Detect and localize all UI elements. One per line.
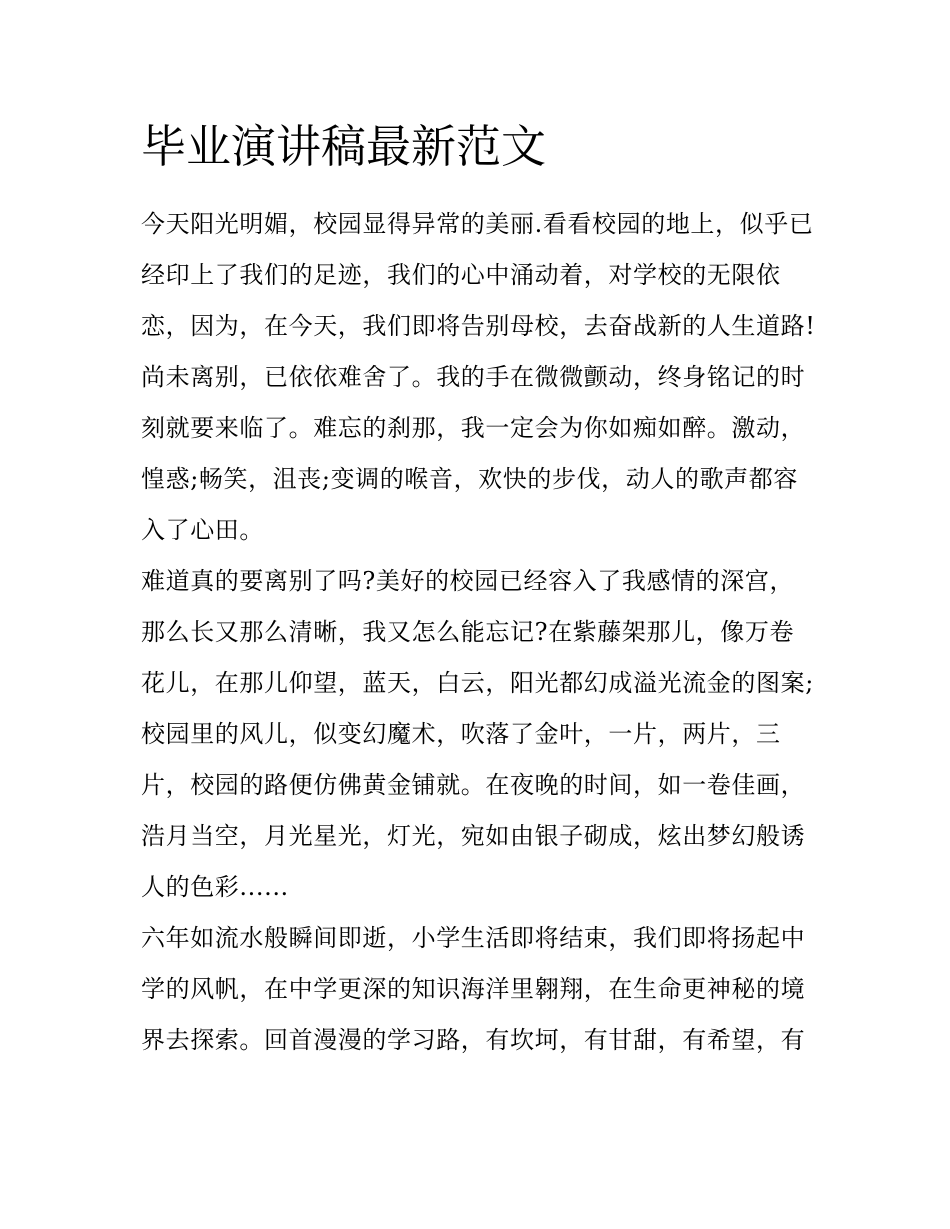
document-title: 毕业演讲稿最新范文 (141, 120, 547, 173)
paragraph-2: 尚未离别，已依依难舍了。我的手在微微颤动，终身铭记的时刻就要来临了。难忘的刹那，我一定会为你如痴如醉。激动，惶惑;畅笑，沮丧;变调的喉音，欢快的步伐，动人的歌声都容入了心田。 (141, 363, 806, 544)
paragraph-1: 今天阳光明媚，校园显得异常的美丽.看看校园的地上，似乎已经印上了我们的足迹，我们的心中涌动着，对学校的无限依恋，因为，在今天，我们即将告别母校，去奋战新的人生道路! (141, 210, 816, 340)
document-page (141, 112, 816, 1066)
paragraph-4: 六年如流水般瞬间即逝，小学生活即将结束，我们即将扬起中学的风帆，在中学更深的知识海洋里翱翔，在生命更神秘的境界去探索。回首漫漫的学习路，有坎坷，有甘甜，有希望，有 (141, 924, 806, 1054)
paragraph-3: 难道真的要离别了吗?美好的校园已经容入了我感情的深宫，那么长又那么清晰，我又怎么能忘记?在紫藤架那儿，像万卷花儿，在那儿仰望，蓝天，白云，阳光都幻成溢光流金的图案;校园里的风儿，似变幻魔术，吹落了金叶，一片，两片，三片，校园的路便仿佛黄金铺就。在夜晚的时间，如一卷佳画，浩月当空，月光星光，灯光，宛如由银子砌成，炫出梦幻般诱人的色彩...... (141, 567, 814, 901)
